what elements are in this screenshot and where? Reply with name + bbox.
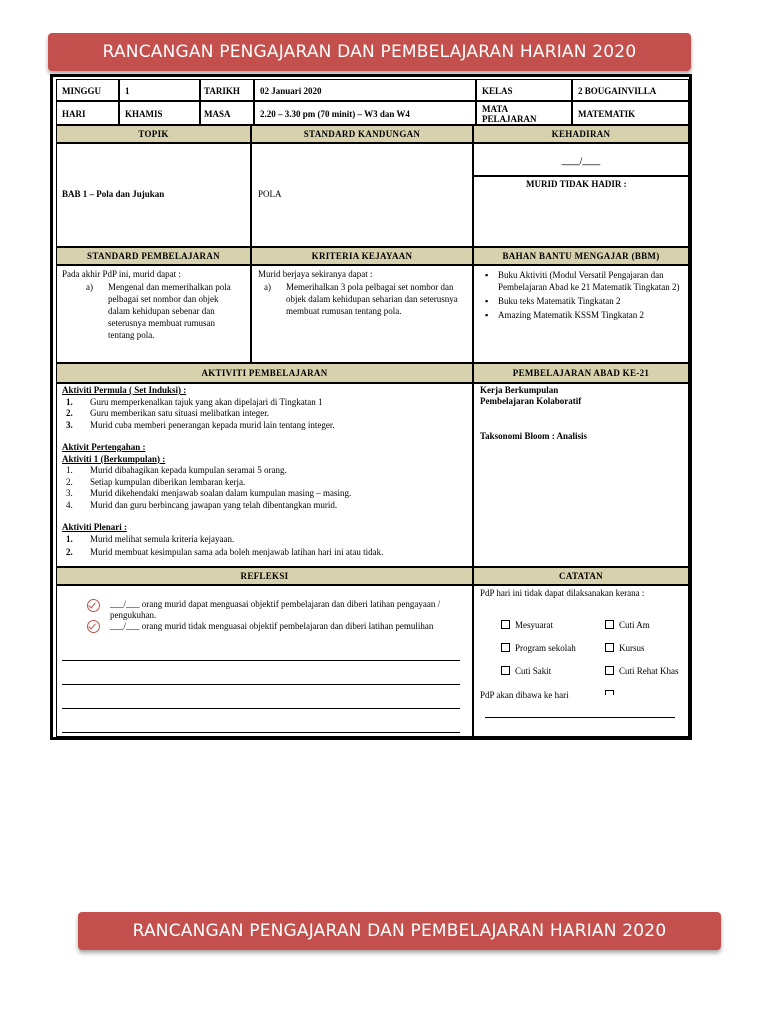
abad21-header: PEMBELAJARAN ABAD KE-21	[473, 363, 689, 383]
writing-line	[62, 732, 460, 733]
writing-line	[485, 717, 675, 718]
standard-kandungan-value: POLA	[251, 143, 473, 247]
standard-kandungan-header: STANDARD KANDUNGAN	[251, 125, 473, 143]
checkbox-cuti-am: Cuti Am	[605, 620, 650, 631]
tarikh-value: 02 Januari 2020	[254, 79, 476, 101]
standard-pembelajaran-item: Mengenal dan memerihalkan pola pelbagai set nombor dan objek dalam kehidupan sebenar dan seterusnya membuat rumusan tentang pola.	[108, 282, 231, 340]
list-item: 2. Guru memberikan satu situasi melibatkan integer.	[66, 408, 269, 418]
standard-pembelajaran-header: STANDARD PEMBELAJARAN	[56, 247, 251, 265]
checkbox-cuti-sakit: Cuti Sakit	[501, 666, 551, 677]
list-item: 3. Murid cuba memberi penerangan kepada murid lain tentang integer.	[66, 419, 335, 430]
checkbox-cuti-rehat-khas: Cuti Rehat Khas	[605, 666, 679, 677]
aktiviti-1-title: Aktiviti 1 (Berkumpulan) :	[62, 453, 166, 464]
aktiviti-pertengahan-title: Aktivit Pertengahan :	[62, 442, 146, 452]
mata-pelajaran-label: MATA PELAJARAN	[476, 101, 572, 125]
bbm-item: ▪ Amazing Matematik KSSM Tingkatan 2	[498, 309, 682, 321]
standard-pembelajaran-intro: Pada akhir PdP ini, murid dapat :	[62, 269, 181, 279]
writing-line	[62, 660, 460, 661]
checkmark-icon	[87, 599, 100, 612]
murid-tidak-hadir-label: MURID TIDAK HADIR :	[473, 176, 689, 247]
checkbox-kursus: Kursus	[605, 643, 645, 654]
minggu-value: 1	[119, 79, 200, 101]
aktiviti-permulaan-list	[62, 397, 468, 432]
writing-line	[62, 684, 460, 685]
kriteria-intro: Murid berjaya sekiranya dapat :	[258, 269, 373, 279]
masa-value: 2.20 – 3.30 pm (70 minit) – W3 dan W4	[254, 101, 476, 125]
refleksi-cell	[56, 585, 473, 737]
abad21-line1: Kerja Berkumpulan	[480, 385, 559, 395]
refleksi-header: REFLEKSI	[56, 567, 473, 585]
list-item: 1. Murid dibahagikan kepada kumpulan seramai 5 orang.	[66, 465, 287, 475]
footer-title-banner	[78, 912, 721, 950]
topik-value: BAB 1 – Pola dan Jujukan	[56, 143, 251, 247]
list-item: 2. Murid membuat kesimpulan sama ada boleh menjawab latihan hari ini atau tidak.	[66, 547, 384, 557]
hari-value: KHAMIS	[119, 101, 200, 125]
list-item: 1. Murid melihat semula kriteria kejayaan.	[66, 533, 235, 544]
page-title-banner	[48, 33, 691, 71]
bbm-item: ▪ Buku teks Matematik Tingkatan 2	[498, 295, 682, 307]
kriteria-kejayaan-cell	[251, 265, 473, 363]
kriteria-marker: a)	[264, 282, 271, 292]
bbm-cell	[473, 265, 689, 363]
aktiviti-cell	[56, 383, 473, 567]
minggu-label: MINGGU	[56, 79, 119, 101]
list-item: 3. Murid dikehendaki menjawab soalan dalam kumpulan masing – masing.	[66, 488, 352, 498]
aktiviti-pertengahan-list	[62, 465, 468, 511]
lesson-plan-sheet	[50, 74, 692, 740]
standard-pembelajaran-cell	[56, 265, 251, 363]
footer-title: RANCANGAN PENGAJARAN DAN PEMBELAJARAN HARIAN 2020	[132, 921, 667, 941]
writing-line	[62, 708, 460, 709]
taksonomi-bloom: Taksonomi Bloom : Analisis	[480, 431, 587, 441]
refleksi-item-1: ___/___ orang murid dapat menguasai objektif pembelajaran dan diberi latihan pengayaan / pengukuhan.	[110, 599, 441, 620]
catatan-intro: PdP hari ini tidak dapat dilaksanakan kerana :	[480, 588, 645, 598]
catatan-cell	[473, 585, 689, 737]
topik-header: TOPIK	[56, 125, 251, 143]
standard-pembelajaran-marker: a)	[86, 282, 93, 292]
bbm-header: BAHAN BANTU MENGAJAR (BBM)	[473, 247, 689, 265]
hari-label: HARI	[56, 101, 119, 125]
kelas-value: 2 BOUGAINVILLA	[572, 79, 689, 101]
catatan-header: CATATAN	[473, 567, 689, 585]
bbm-list	[482, 269, 682, 321]
checkbox-mesyuarat: Mesyuarat	[501, 620, 553, 631]
aktiviti-plenari-list	[62, 534, 468, 559]
page-title: RANCANGAN PENGAJARAN DAN PEMBELAJARAN HARIAN 2020	[102, 42, 637, 62]
checkmark-icon	[87, 620, 100, 633]
kelas-label: KELAS	[476, 79, 572, 101]
bbm-item: ▪ Buku Aktiviti (Modul Versatil Pengajaran dan Pembelajaran Abad ke 21 Matematik Tingkatan 2)	[498, 269, 682, 293]
list-item: 4. Murid dan guru berbincang jawapan yang telah dibentangkan murid.	[66, 499, 338, 510]
aktiviti-plenari-title: Aktiviti Plenari :	[62, 522, 127, 532]
kriteria-kejayaan-header: KRITERIA KEJAYAAN	[251, 247, 473, 265]
mata-pelajaran-value: MATEMATIK	[572, 101, 689, 125]
kehadiran-count: ____/____	[473, 143, 689, 176]
abad21-cell	[473, 383, 689, 567]
kehadiran-header: KEHADIRAN	[473, 125, 689, 143]
refleksi-item-2: ___/___ orang murid tidak menguasai objektif pembelajaran dan diberi latihan pemulihan	[110, 621, 434, 631]
masa-label: MASA	[200, 101, 254, 125]
kriteria-item: Memerihalkan 3 pola pelbagai set nombor dan objek dalam kehidupan seharian dan seterusnya membuat rumusan tentang pola.	[286, 282, 458, 316]
pdp-dibawa-label: PdP akan dibawa ke hari	[480, 690, 569, 700]
abad21-line2: Pembelajaran Kolaboratif	[480, 396, 582, 406]
list-item: 2. Setiap kumpulan diberikan lembaran kerja.	[66, 476, 246, 487]
checkbox-program-sekolah: Program sekolah	[501, 643, 576, 654]
aktiviti-permulaan-title: Aktiviti Permula ( Set Induksi) :	[62, 385, 187, 395]
checkbox-partial	[605, 690, 619, 695]
list-item: 1. Guru memperkenalkan tajuk yang akan dipelajari di Tingkatan 1	[66, 396, 323, 407]
tarikh-label: TARIKH	[200, 79, 254, 101]
aktiviti-header: AKTIVITI PEMBELAJARAN	[56, 363, 473, 383]
